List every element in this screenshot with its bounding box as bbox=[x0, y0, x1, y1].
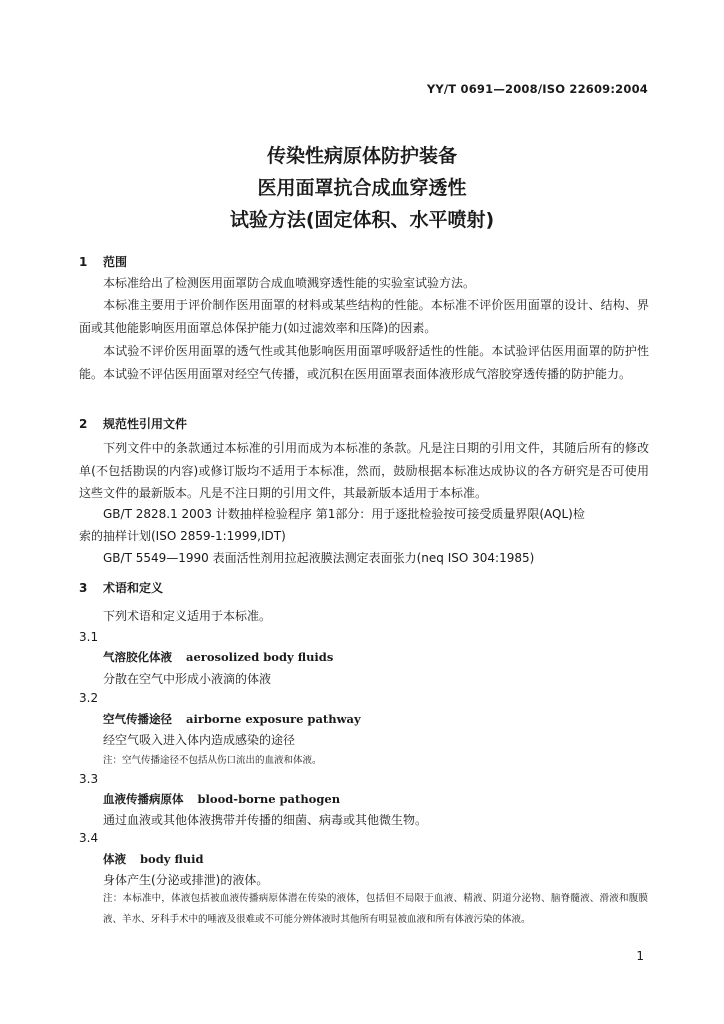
scope-paragraph-2: 本标准主要用于评价制作医用面罩的材料或某些结构的性能。本标准不评价医用面罩的设计、结构、界面或其他能影响医用面罩总体保护能力(如过滤效率和压降)的因素。 bbox=[79, 298, 649, 335]
page-number: 1 bbox=[636, 949, 644, 963]
terms-intro: 下列术语和定义适用于本标准。 bbox=[103, 609, 272, 623]
term-number: 3.2 bbox=[79, 691, 99, 705]
title-line-1: 传染性病原体防护装备 bbox=[266, 145, 457, 167]
reference-2: GB/T 5549—1990 表面活性剂用拉起液膜法测定表面张力(neq ISO 304:1985) bbox=[103, 551, 535, 565]
scope-paragraph-1: 本标准给出了检测医用面罩防合成血喷溅穿透性能的实验室试验方法。 bbox=[103, 276, 476, 290]
section-heading-terms: 3 术语和定义 bbox=[79, 581, 164, 595]
reference-1-line-1: GB/T 2828.1 2003 计数抽样检验程序 第1部分：用于逐批检验按可接受质量界限(AQL)检 bbox=[103, 507, 585, 521]
term-number: 3.3 bbox=[79, 772, 99, 786]
section-heading-normative: 2 规范性引用文件 bbox=[79, 417, 188, 431]
term-definition: 通过血液或其他体液携带并传播的细菌、病毒或其他微生物。 bbox=[103, 813, 428, 827]
title-line-3: 试验方法(固定体积、水平喷射) bbox=[229, 209, 495, 231]
term-number: 3.4 bbox=[79, 831, 99, 845]
scope-paragraph-3: 本试验不评价医用面罩的透气性或其他影响医用面罩呼吸舒适性的性能。本试验评估医用面罩的防护性能。本试验不评估医用面罩对经空气传播，或沉积在医用面罩表面体液形成气溶胶穿透传播的防护能力。 bbox=[79, 344, 649, 381]
term-heading: 气溶胶化体液 aerosolized body fluids bbox=[103, 650, 334, 664]
term-definition: 身体产生(分泌或排泄)的液体。 bbox=[103, 873, 269, 887]
standard-code: YY/T 0691—2008/ISO 22609:2004 bbox=[426, 82, 648, 96]
term-definition: 经空气吸入进入体内造成感染的途径 bbox=[103, 733, 296, 747]
title-line-2: 医用面罩抗合成血穿透性 bbox=[257, 177, 467, 199]
term-note: 注：本标准中，体液包括被血液传播病原体潜在传染的液体，包括但不局限于血液、精液、阴道分泌物、脑脊髓液、滑液和腹膜液、羊水、牙科手术中的唾液及很难或不可能分辨体液时其他所有明显被血液和所有体液污染的体液。 bbox=[103, 893, 648, 925]
term-note: 注：空气传播途径不包括从伤口流出的血液和体液。 bbox=[103, 755, 322, 766]
section-number: 1 bbox=[79, 255, 88, 269]
term-heading: 血液传播病原体 blood-borne pathogen bbox=[103, 792, 341, 806]
term-heading: 空气传播途径 airborne exposure pathway bbox=[103, 712, 361, 726]
section-heading-scope bbox=[79, 253, 127, 270]
section-title: 范围 bbox=[103, 255, 128, 269]
term-heading: 体液 body fluid bbox=[103, 852, 204, 866]
reference-1-line-2: 索的抽样计划(ISO 2859-1:1999,IDT) bbox=[79, 529, 286, 543]
term-definition: 分散在空气中形成小液滴的体液 bbox=[103, 672, 272, 686]
term-number: 3.1 bbox=[79, 630, 99, 644]
normative-paragraph: 下列文件中的条款通过本标准的引用而成为本标准的条款。凡是注日期的引用文件，其随后所有的修改单(不包括勘误的内容)或修订版均不适用于本标准，然而，鼓励根据本标准达成协议的各方研究是否可使用这些文件的最新版本。凡是不注日期的引用文件，其最新版本适用于本标准。 bbox=[79, 441, 649, 500]
